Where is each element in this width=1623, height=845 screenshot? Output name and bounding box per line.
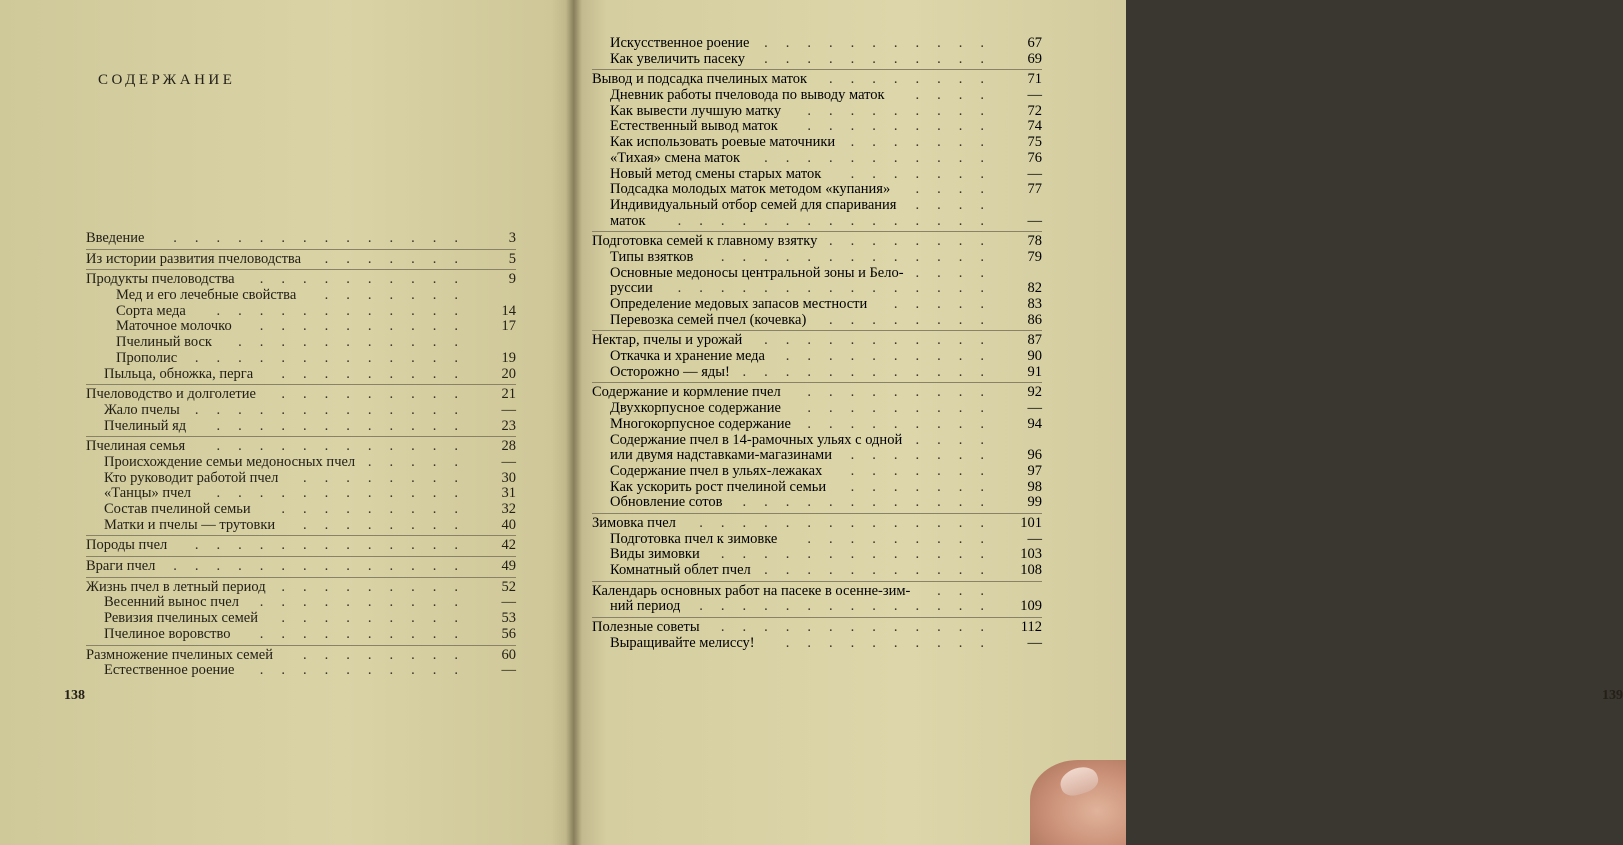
toc-entry-title: Естественное роение [104, 662, 235, 679]
toc-entry-title: Введение [86, 230, 145, 246]
toc-entry-title: Искусственное роение [610, 35, 750, 51]
toc-entry-page: 75 [1027, 134, 1042, 151]
toc-entry [86, 367, 516, 383]
toc-entry [592, 365, 1042, 381]
toc-entry [592, 417, 1042, 433]
toc-entry-title: Содержание и кормление пчел [592, 384, 781, 401]
toc-entry-page: 14 [501, 302, 516, 319]
toc-section-rule [86, 556, 516, 557]
toc-entry-title: «Тихая» смена маток [610, 149, 740, 166]
toc-entry [592, 401, 1042, 417]
toc-entry [592, 266, 1042, 282]
toc-entry-title: Обновление сотов [610, 494, 723, 511]
toc-entry [592, 281, 1042, 297]
toc-entry [592, 547, 1042, 563]
toc-entry-page: 72 [1027, 102, 1042, 119]
toc-entry-page: 97 [1027, 462, 1042, 479]
toc-entry [592, 119, 1042, 135]
toc-entry [86, 252, 516, 268]
toc-dot-leader: ............. [194, 537, 476, 554]
toc-entry-title: Ревизия пчелиных семей [104, 610, 258, 627]
toc-dot-leader: ......... [807, 400, 1002, 417]
toc-entry-title: Откачка и хранение меда [610, 348, 765, 365]
toc-entry-page: 77 [1027, 181, 1042, 198]
toc-entry-title: Календарь основных работ на пасеке в осенне-зим- [592, 582, 911, 599]
toc-dot-leader: ......... [281, 501, 476, 517]
toc-entry-page: 109 [1020, 598, 1042, 615]
toc-dot-leader: .............. [699, 598, 1002, 615]
toc-entry-title: Матки и пчелы — трутовки [104, 516, 276, 533]
toc-entry-title: Многокорпусное содержание [610, 415, 791, 432]
toc-entry-title: Виды зимовки [610, 546, 700, 563]
page-number-left: 138 [64, 688, 85, 703]
toc-entry-page: 86 [1027, 311, 1042, 328]
toc-entry-page: 31 [501, 485, 516, 502]
toc-entry-page: 19 [501, 349, 516, 366]
book-gutter [566, 0, 582, 845]
toc-entry-page: 40 [501, 516, 516, 533]
toc-entry [86, 351, 516, 367]
toc-entry-page: — [1027, 400, 1042, 417]
toc-dot-leader: .......... [785, 348, 1002, 365]
toc-entry-title: Жало пчелы [104, 401, 180, 418]
toc-entry [592, 349, 1042, 365]
toc-entry-title: Кто руководит работой пчел [104, 469, 279, 486]
toc-entry [86, 471, 516, 487]
toc-dot-leader: ... [937, 582, 1002, 599]
toc-dot-leader: ........... [764, 562, 1002, 578]
toc-dot-leader: .......... [259, 271, 476, 288]
toc-entry-page: 71 [1027, 71, 1042, 88]
toc-dot-leader: ......... [807, 415, 1002, 432]
toc-dot-leader: ....... [850, 447, 1002, 464]
toc-entry-page: 101 [1020, 514, 1042, 531]
toc-entry-title: Прополис [116, 349, 178, 366]
toc-entry-title: Зимовка пчел [592, 514, 676, 531]
toc-entry-title: Весенний вынос пчел [104, 594, 239, 611]
toc-section-rule [86, 436, 516, 437]
toc-entry-title: Сорта меда [116, 302, 186, 319]
toc-dot-leader: ..... [893, 296, 1002, 312]
toc-entry-title: Состав пчелиной семьи [104, 501, 251, 517]
toc-entry [86, 580, 516, 596]
toc-entry-page: 17 [501, 318, 516, 335]
toc-entry-title: Подсадка молодых маток методом «купания» [610, 181, 891, 198]
toc-entry [592, 532, 1042, 548]
toc-entry-page: 67 [1027, 35, 1042, 51]
toc-dot-leader: ......... [281, 610, 476, 627]
toc-entry [86, 559, 516, 575]
toc-entry-title: Вывод и подсадка пчелиных маток [592, 71, 808, 88]
toc-entry-page: 112 [1020, 619, 1042, 636]
toc-entry-title: Пчелиное воровство [104, 625, 231, 642]
toc-dot-leader: ....... [850, 478, 1002, 495]
toc-entry-page: 56 [501, 625, 516, 642]
toc-dot-leader: .............. [699, 514, 1002, 531]
toc-entry-title: Типы взятков [610, 248, 694, 265]
toc-dot-leader: ........... [764, 332, 1002, 349]
toc-entry [592, 182, 1042, 198]
toc-entry-page: — [501, 594, 516, 611]
toc-entry [592, 135, 1042, 151]
toc-entry-page: 20 [501, 365, 516, 382]
toc-entry [86, 288, 516, 304]
toc-dot-leader: ........... [764, 50, 1002, 67]
toc-entry-page: 52 [501, 578, 516, 595]
toc-entry-page: — [501, 662, 516, 679]
toc-entry-title: Выращивайте мелиссу! [610, 634, 755, 651]
toc-entry-title: Пчеловодство и долголетие [86, 386, 256, 403]
toc-entry [592, 495, 1042, 511]
toc-entry-title: или двумя надставками-магазинами [610, 447, 832, 464]
toc-entry-title: Полезные советы [592, 619, 700, 636]
toc-entry-title: Пыльца, обножка, перга [104, 365, 254, 382]
toc-entry [86, 335, 516, 351]
toc-right-column [592, 36, 1042, 651]
toc-section-rule [592, 69, 1042, 70]
toc-dot-leader: .... [915, 264, 1002, 281]
toc-entry [86, 272, 516, 288]
toc-entry-page: 83 [1027, 296, 1042, 312]
toc-entry-page: 78 [1027, 233, 1042, 250]
toc-dot-leader: ......... [807, 530, 1002, 547]
toc-entry-page: 92 [1027, 384, 1042, 401]
toc-entry [592, 88, 1042, 104]
toc-dot-leader: ............. [720, 619, 1002, 636]
toc-section-rule [86, 269, 516, 270]
toc-dot-leader: ........... [764, 149, 1002, 166]
toc-entry-page: 94 [1027, 415, 1042, 432]
toc-entry-title: «Танцы» пчел [104, 485, 192, 502]
toc-entry-page: 3 [508, 230, 516, 246]
toc-dot-leader: ........ [303, 516, 476, 533]
toc-entry [86, 403, 516, 419]
toc-entry [592, 234, 1042, 250]
toc-entry-title: Подготовка пчел к зимовке [610, 530, 778, 547]
toc-entry-title: Как использовать роевые маточники [610, 134, 836, 151]
toc-entry-page: 30 [501, 469, 516, 486]
toc-entry-title: Естественный вывод маток [610, 118, 778, 135]
toc-entry [592, 516, 1042, 532]
toc-dot-leader: ......... [281, 365, 476, 382]
toc-entry-page: 69 [1027, 50, 1042, 67]
toc-entry-title: Индивидуальный отбор семей для спаривания [610, 196, 897, 213]
toc-entry [86, 648, 516, 664]
toc-entry-title: Нектар, пчелы и урожай [592, 332, 743, 349]
toc-entry-title: Комнатный облет пчел [610, 562, 751, 578]
toc-entry [592, 297, 1042, 313]
toc-dot-leader: .... [915, 181, 1002, 198]
toc-entry [592, 151, 1042, 167]
toc-entry-page: 23 [501, 417, 516, 434]
toc-entry-title: Подготовка семей к главному взятку [592, 233, 818, 250]
toc-entry [86, 387, 516, 403]
toc-entry-title: Двухкорпусное содержание [610, 400, 781, 417]
toc-entry-page: 90 [1027, 348, 1042, 365]
toc-dot-leader: .............. [173, 558, 476, 575]
toc-dot-leader: .......... [259, 594, 476, 611]
toc-entry-page: 28 [501, 438, 516, 455]
toc-entry-page: 91 [1027, 363, 1042, 380]
toc-entry [592, 385, 1042, 401]
toc-dot-leader: ........ [303, 469, 476, 486]
toc-entry-title: руссии [610, 280, 653, 297]
toc-entry [592, 433, 1042, 449]
toc-entry [86, 319, 516, 335]
toc-section-rule [592, 617, 1042, 618]
toc-entry-page: — [1027, 87, 1042, 104]
toc-entry-page: 60 [501, 646, 516, 663]
toc-dot-leader: ....... [324, 250, 476, 267]
toc-entry-title: Пчелиный воск [116, 334, 212, 351]
toc-entry-page: 42 [501, 537, 516, 554]
toc-dot-leader: ....... [850, 165, 1002, 182]
toc-entry [86, 502, 516, 518]
toc-dot-leader: .... [915, 87, 1002, 104]
toc-dot-leader: ........... [764, 35, 1002, 51]
toc-entry [86, 231, 516, 247]
toc-dot-leader: ............... [677, 280, 1002, 297]
toc-entry-title: Мед и его лечебные свойства [116, 287, 297, 304]
toc-entry [592, 52, 1042, 68]
toc-entry [86, 486, 516, 502]
toc-entry-title: Перевозка семей пчел (кочевка) [610, 311, 807, 328]
toc-dot-leader: ......... [807, 102, 1002, 119]
toc-entry [592, 480, 1042, 496]
toc-dot-leader: ............. [194, 349, 476, 366]
toc-dot-leader: ........ [829, 233, 1002, 250]
toc-section-rule [86, 249, 516, 250]
toc-entry-page: 103 [1020, 546, 1042, 563]
toc-entry [592, 72, 1042, 88]
toc-dot-leader: ......... [281, 578, 476, 595]
toc-entry [592, 104, 1042, 120]
toc-entry-title: Размножение пчелиных семей [86, 646, 273, 663]
toc-dot-leader: ............. [720, 248, 1002, 265]
toc-entry-title: Жизнь пчел в летный период [86, 578, 266, 595]
toc-entry-page: 9 [508, 271, 516, 288]
toc-entry-title: Как ускорить рост пчелиной семьи [610, 478, 827, 495]
toc-entry-title: Враги пчел [86, 558, 156, 575]
toc-entry-title: Основные медоносы центральной зоны и Бело- [610, 264, 904, 281]
toc-dot-leader: ............ [742, 494, 1002, 511]
toc-dot-leader: ....... [324, 287, 476, 304]
toc-entry-title: Новый метод смены старых маток [610, 165, 822, 182]
toc-entry-page: — [1027, 165, 1042, 182]
toc-dot-leader: ............ [216, 417, 476, 434]
toc-dot-leader: ............... [677, 212, 1002, 229]
toc-section-rule [592, 513, 1042, 514]
toc-entry [592, 198, 1042, 214]
toc-dot-leader: ........... [238, 334, 476, 351]
toc-dot-leader: ............ [216, 485, 476, 502]
toc-section-rule [86, 384, 516, 385]
toc-dot-leader: ............ [216, 302, 476, 319]
toc-entry-title: Дневник работы пчеловода по выводу маток [610, 87, 885, 104]
page-number-right: 139 [1602, 688, 1623, 703]
toc-entry-title: Как увеличить пасеку [610, 50, 745, 67]
toc-dot-leader: ......... [807, 384, 1002, 401]
toc-entry-page: 99 [1027, 494, 1042, 511]
toc-dot-leader: ............. [194, 401, 476, 418]
toc-entry-page: 87 [1027, 332, 1042, 349]
toc-dot-leader: ........ [303, 646, 476, 663]
toc-section-rule [86, 577, 516, 578]
toc-entry-title: Содержание пчел в ульях-лежаках [610, 462, 823, 479]
toc-dot-leader: ....... [850, 134, 1002, 151]
toc-dot-leader: .......... [259, 318, 476, 335]
toc-entry [592, 584, 1042, 600]
toc-dot-leader: .......... [259, 625, 476, 642]
toc-section-rule [592, 382, 1042, 383]
toc-entry-title: Пчелиный яд [104, 417, 187, 434]
toc-section-rule [86, 535, 516, 536]
toc-entry [592, 620, 1042, 636]
toc-entry-page: — [501, 453, 516, 470]
toc-entry [86, 455, 516, 471]
toc-dot-leader: ............ [216, 438, 476, 455]
toc-entry-title: Как вывести лучшую матку [610, 102, 782, 119]
toc-dot-leader: ............ [742, 363, 1002, 380]
toc-section-rule [86, 645, 516, 646]
toc-dot-leader: ............. [720, 546, 1002, 563]
toc-dot-leader: ..... [367, 453, 476, 470]
toc-entry-page: — [1027, 634, 1042, 651]
toc-entry-page: — [1027, 530, 1042, 547]
toc-entry-title: Породы пчел [86, 537, 168, 554]
toc-entry [592, 250, 1042, 266]
toc-entry-title: маток [610, 212, 646, 229]
toc-dot-leader: ......... [281, 386, 476, 403]
toc-entry-page: — [1027, 212, 1042, 229]
toc-entry-page: 32 [501, 501, 516, 517]
toc-dot-leader: ........ [829, 71, 1002, 88]
left-page [0, 0, 574, 845]
toc-entry [592, 313, 1042, 329]
toc-entry-page: 96 [1027, 447, 1042, 464]
toc-entry-page: 74 [1027, 118, 1042, 135]
toc-dot-leader: .......... [259, 662, 476, 679]
contents-heading: СОДЕРЖАНИЕ [98, 72, 236, 88]
toc-entry-title: Маточное молочко [116, 318, 232, 335]
toc-section-rule [592, 581, 1042, 582]
toc-entry-page: 76 [1027, 149, 1042, 166]
toc-dot-leader: .............. [173, 230, 476, 246]
toc-entry-title: Продукты пчеловодства [86, 271, 235, 288]
toc-dot-leader: ......... [807, 118, 1002, 135]
toc-entry-page: 82 [1027, 280, 1042, 297]
toc-entry-title: Происхождение семьи медоносных пчел [104, 453, 356, 470]
toc-dot-leader: ........ [829, 311, 1002, 328]
toc-entry [592, 36, 1042, 52]
toc-section-rule [592, 330, 1042, 331]
toc-entry [86, 518, 516, 534]
toc-entry-page: 108 [1020, 562, 1042, 578]
toc-entry-title: Определение медовых запасов местности [610, 296, 868, 312]
toc-dot-leader: .... [915, 431, 1002, 448]
toc-entry [86, 304, 516, 320]
toc-entry [86, 439, 516, 455]
toc-entry [592, 599, 1042, 615]
toc-entry-page: 53 [501, 610, 516, 627]
toc-entry-title: Пчелиная семья [86, 438, 186, 455]
toc-dot-leader: .... [915, 196, 1002, 213]
toc-entry [86, 419, 516, 435]
toc-entry [592, 563, 1042, 579]
toc-entry [592, 214, 1042, 230]
toc-section-rule [592, 231, 1042, 232]
toc-entry [86, 595, 516, 611]
toc-entry [86, 627, 516, 643]
toc-left-column [86, 231, 516, 679]
toc-dot-leader: ....... [850, 462, 1002, 479]
toc-entry-page: 21 [501, 386, 516, 403]
toc-entry [86, 538, 516, 554]
toc-entry-title: Из истории развития пчеловодства [86, 250, 302, 267]
toc-entry [86, 663, 516, 679]
toc-entry [592, 167, 1042, 183]
toc-entry-page: 49 [501, 558, 516, 575]
toc-entry-title: Осторожно — яды! [610, 363, 730, 380]
toc-dot-leader: .......... [785, 634, 1002, 651]
toc-entry-page: 5 [508, 250, 516, 267]
toc-entry [592, 636, 1042, 652]
toc-entry [86, 611, 516, 627]
toc-entry-title: Содержание пчел в 14-рамочных ульях с одной [610, 431, 903, 448]
toc-entry-page: 98 [1027, 478, 1042, 495]
toc-entry-page: 79 [1027, 248, 1042, 265]
toc-entry [592, 448, 1042, 464]
toc-entry [592, 464, 1042, 480]
toc-entry-page: — [501, 401, 516, 418]
toc-entry [592, 333, 1042, 349]
toc-entry-title: ний период [610, 598, 681, 615]
